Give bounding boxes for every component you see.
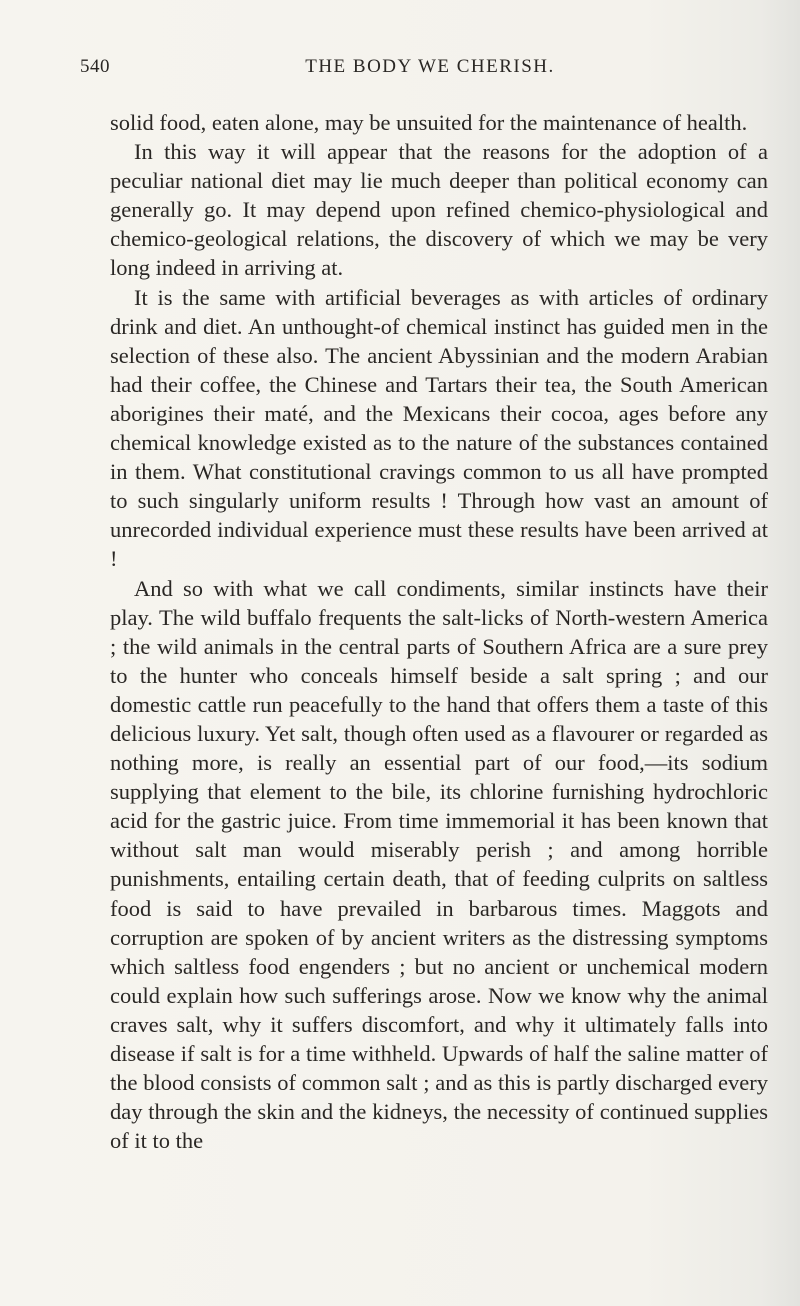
paragraph-continuation: solid food, eaten alone, may be unsuited for the maintenance of health. (110, 110, 748, 135)
paragraph: It is the same with artificial beverages as with articles of ordinary drink and diet. An unthought-of chemical instinct has guided men in the selection of these also. The ancient Abyssinian and the modern Arabian had their coffee, the Chinese and Tartars their tea, the South American aborigines their maté, and the Mexicans their cocoa, ages before any chemical knowledge existed as to the nature of the substances contained in them. What constitutional cravings common to us all have prompted to such singularly uniform results ! Through how vast an amount of unrecorded individual experience must these results have been arrived at ! (110, 284, 768, 572)
paragraph: And so with what we call condiments, similar instincts have their play. The wild buffalo frequents the salt-licks of North-western America ; the wild animals in the central parts of Southern Africa are a sure prey to the hunter who conceals himself beside a salt spring ; and our domestic cattle run peacefully to the hand that offers them a taste of this delicious luxury. Yet salt, though often used as a flavourer or regarded as nothing more, is really an essential part of our food,—its sodium supplying that element to the bile, its chlorine furnishing hydrochloric acid for the gastric juice. From time immemorial it has been known that without salt man would miserably perish ; and among horrible punishments, entailing certain death, that of feeding culprits on saltless food is said to have prevailed in barbarous times. Maggots and corruption are spoken of by ancient writers as the distressing symptoms which saltless food engenders ; but no ancient or unchemical modern could explain how such sufferings arose. Now we know why the animal craves salt, why it suffers discomfort, and why it ultimately falls into disease if salt is for a time withheld. Upwards of half the saline matter of the blood consists of common salt ; and as this is partly discharged every day through the skin and the kidneys, the necessity of continued supplies of it to the (110, 575, 768, 1154)
running-title: THE BODY WE CHERISH. (305, 56, 555, 77)
body-text (110, 108, 768, 1155)
paragraph: In this way it will appear that the reasons for the adoption of a peculiar national diet may lie much deeper than political economy can generally go. It may depend upon refined chemico-physiological and chemico-geological relations, the discovery of which we may be very long indeed in arriving at. (110, 139, 768, 281)
page-number: 540 (80, 56, 110, 77)
running-head (80, 56, 770, 86)
